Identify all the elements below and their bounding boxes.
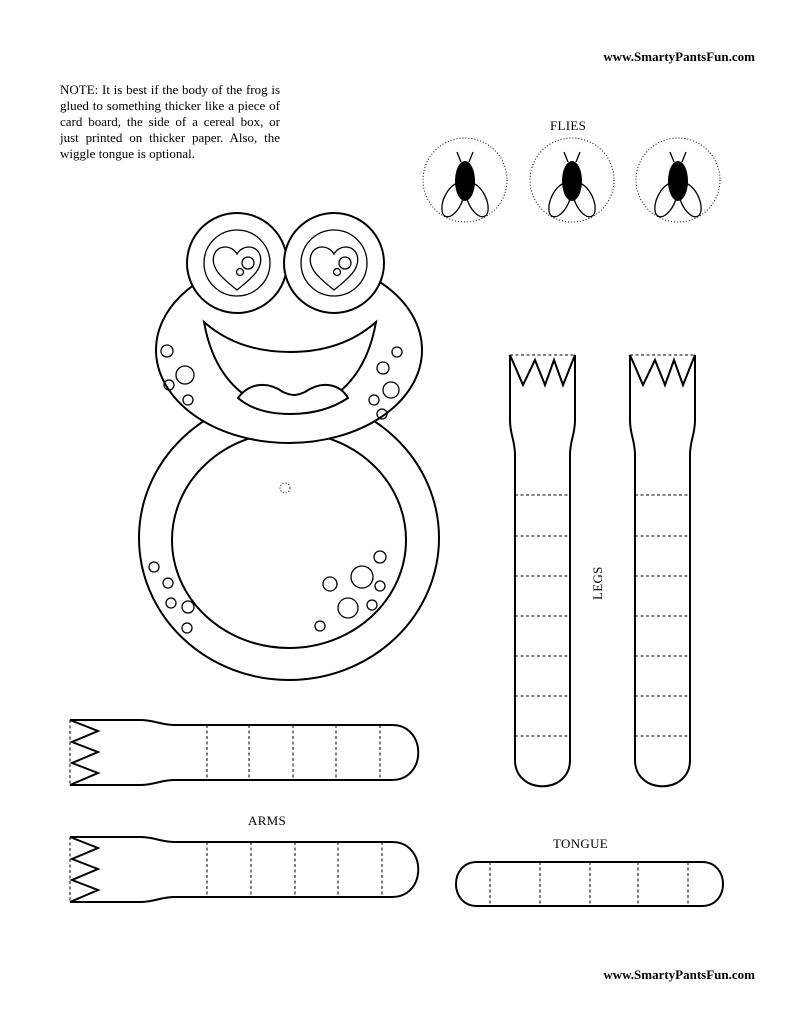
leg-right	[630, 355, 695, 786]
arms-label: ARMS	[248, 813, 287, 828]
fly-1	[423, 138, 507, 222]
footer-url: www.SmartyPantsFun.com	[603, 967, 755, 982]
frog-head	[156, 213, 422, 443]
leg-left	[510, 355, 575, 786]
arm-top	[70, 720, 418, 785]
flies-label: FLIES	[550, 118, 587, 133]
arm-bottom	[70, 837, 418, 902]
note-text: NOTE: It is best if the body of the frog is glued to something thicker like a piece of card board, the side of a cereal box, or just printed on thicker paper. Also, the wiggle tongue is optional.	[60, 82, 280, 161]
tongue-strip	[456, 862, 723, 906]
header-url: www.SmartyPantsFun.com	[603, 49, 755, 64]
fly-2	[530, 138, 614, 222]
fly-3	[636, 138, 720, 222]
tongue-label: TONGUE	[553, 836, 608, 851]
legs-label: LEGS	[590, 566, 605, 600]
